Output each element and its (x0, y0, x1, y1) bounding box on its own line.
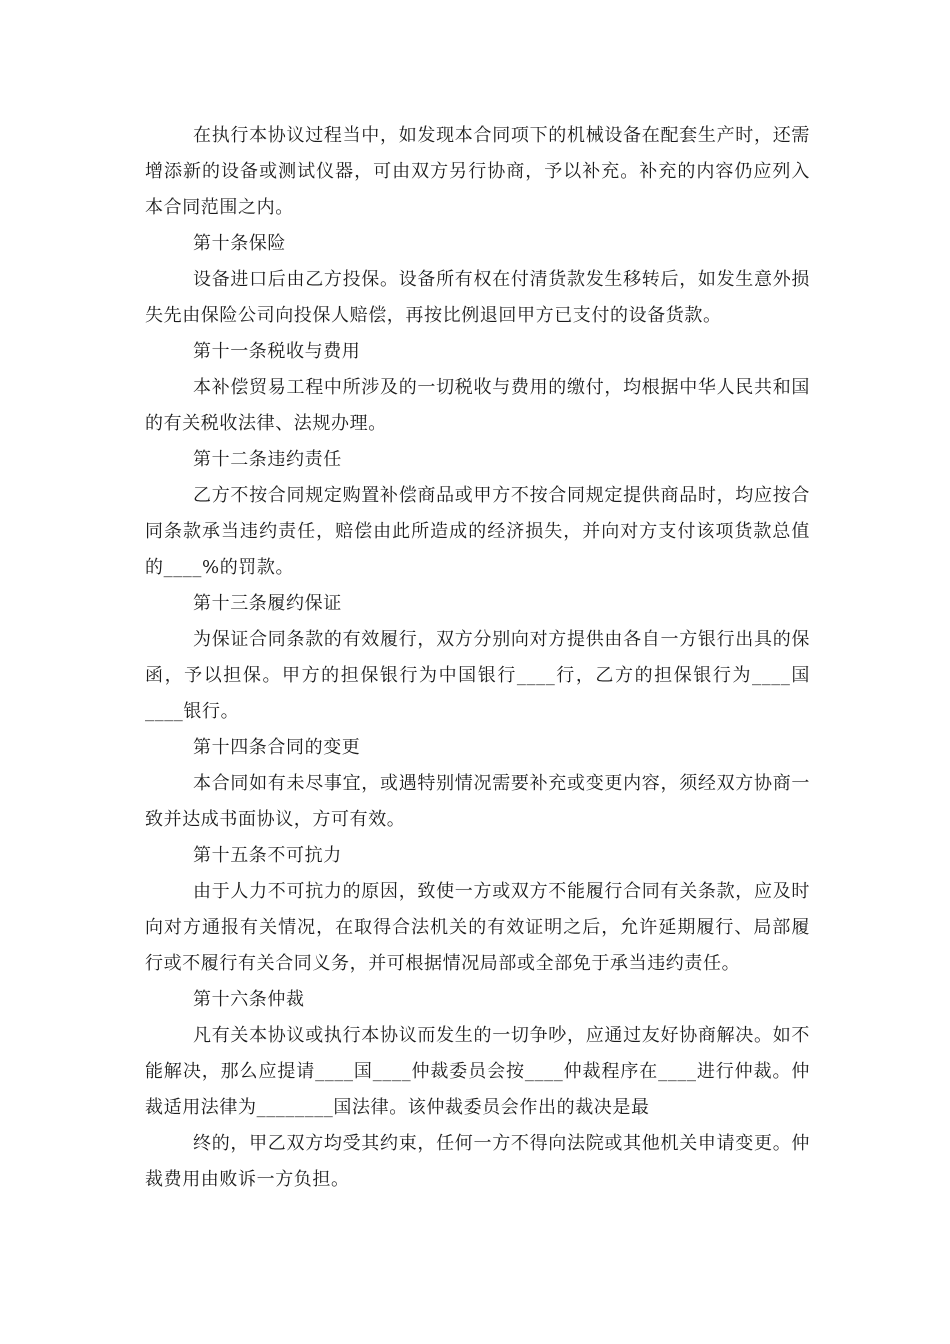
paragraph-arbitration-continued: 终的，甲乙双方均受其约束，任何一方不得向法院或其他机关申请变更。仲裁费用由败诉一方负担。 (145, 1133, 810, 1190)
heading-article-13: 第十三条履约保证 (193, 593, 342, 614)
paragraph-force-majeure: 由于人力不可抗力的原因，致使一方或双方不能履行合同有关条款，应及时向对方通报有关情况，在取得合法机关的有效证明之后，允许延期履行、局部履行或不履行有关合同义务，并可根据情况局部或全部免于承当违约责任。 (145, 881, 810, 974)
heading-article-14: 第十四条合同的变更 (193, 737, 361, 758)
heading-article-11: 第十一条税收与费用 (193, 341, 361, 362)
heading-article-16: 第十六条仲裁 (193, 989, 305, 1010)
paragraph-supplement: 在执行本协议过程当中，如发现本合同项下的机械设备在配套生产时，还需增添新的设备或测试仪器，可由双方另行协商，予以补充。补充的内容仍应列入本合同范围之内。 (145, 125, 810, 218)
paragraph-breach: 乙方不按合同规定购置补偿商品或甲方不按合同规定提供商品时，均应按合同条款承当违约责任，赔偿由此所造成的经济损失，并向对方支付该项货款总值的____%的罚款。 (145, 485, 810, 578)
heading-article-10: 第十条保险 (193, 233, 286, 254)
paragraph-insurance: 设备进口后由乙方投保。设备所有权在付清货款发生移转后，如发生意外损失先由保险公司向投保人赔偿，再按比例退回甲方已支付的设备货款。 (145, 269, 810, 326)
heading-article-12: 第十二条违约责任 (193, 449, 342, 470)
paragraph-guarantee: 为保证合同条款的有效履行，双方分别向对方提供由各自一方银行出具的保函，予以担保。甲方的担保银行为中国银行____行，乙方的担保银行为____国____银行。 (145, 629, 810, 722)
paragraph-amendment: 本合同如有未尽事宜，或遇特别情况需要补充或变更内容，须经双方协商一致并达成书面协议，方可有效。 (145, 773, 810, 830)
heading-article-15: 第十五条不可抗力 (193, 845, 342, 866)
document-body (145, 118, 810, 1198)
paragraph-tax: 本补偿贸易工程中所涉及的一切税收与费用的缴付，均根据中华人民共和国的有关税收法律、法规办理。 (145, 377, 810, 434)
paragraph-arbitration: 凡有关本协议或执行本协议而发生的一切争吵，应通过友好协商解决。如不能解决，那么应提请____国____仲裁委员会按____仲裁程序在____进行仲裁。仲裁适用法律为________国法律。该仲裁委员会作出的裁决是最 (145, 1025, 810, 1118)
